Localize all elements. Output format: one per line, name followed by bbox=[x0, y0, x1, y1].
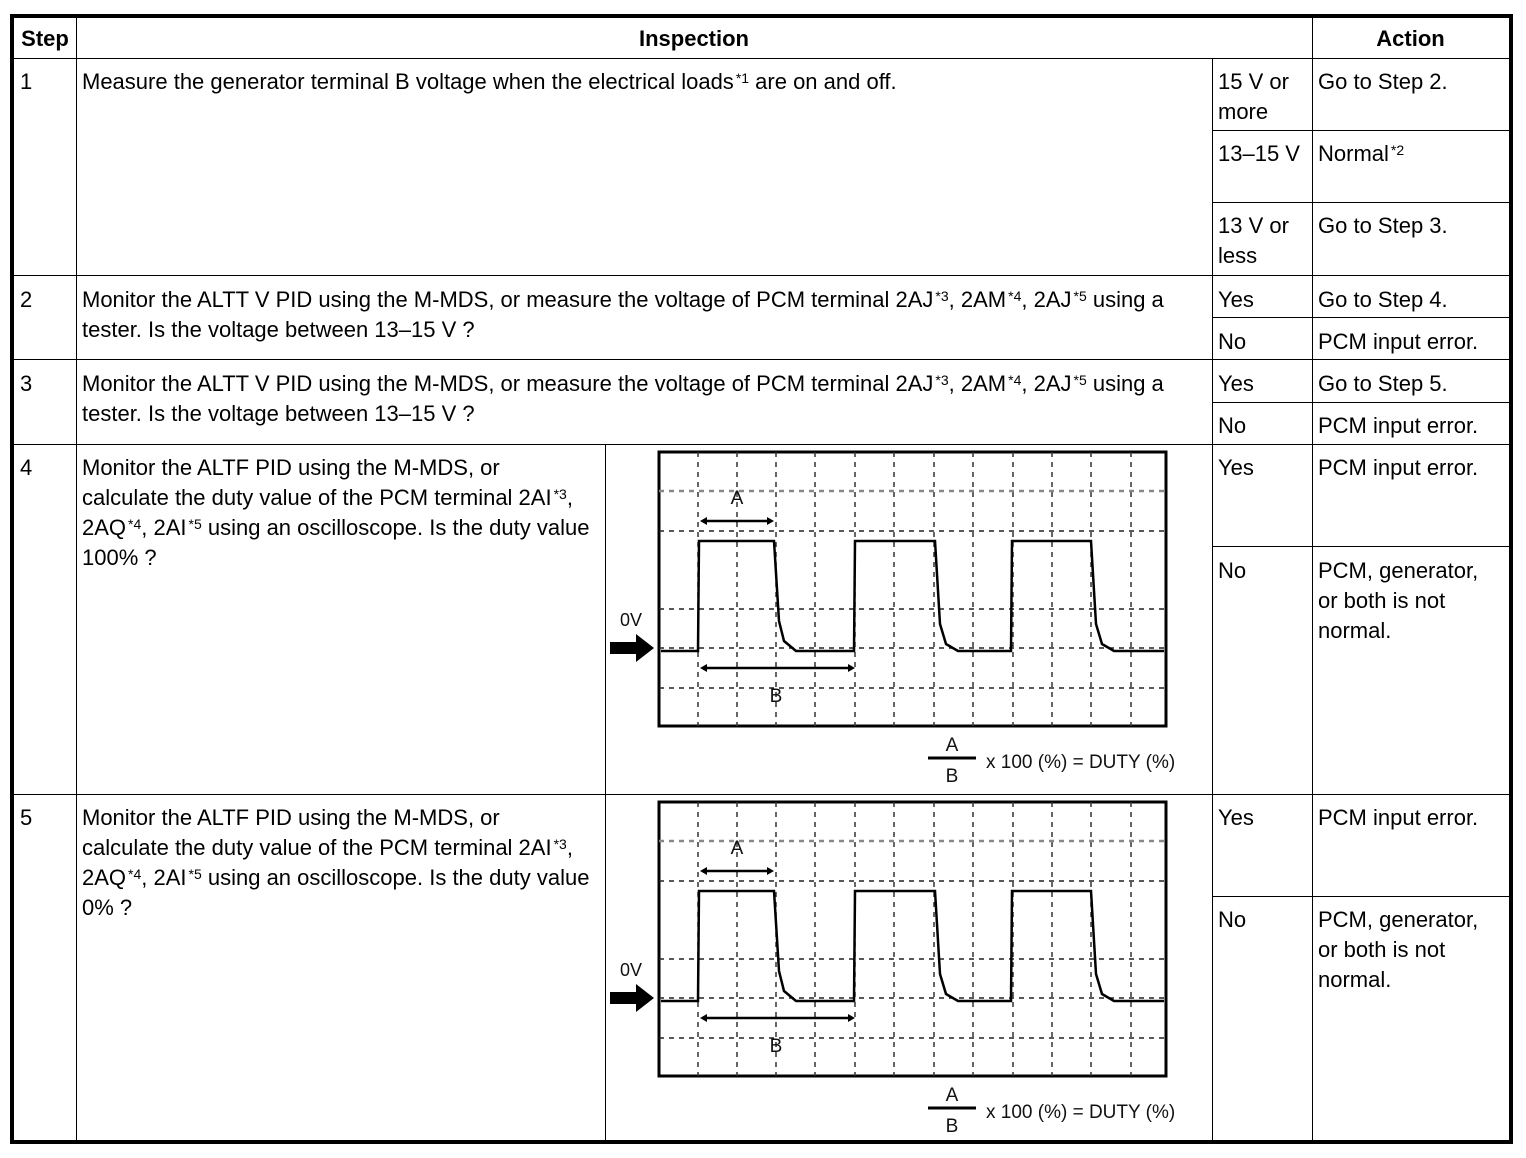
inspection-text-part: , 2AM bbox=[948, 371, 1007, 396]
inspection-text-part: , 2AQ bbox=[82, 835, 573, 890]
action bbox=[1312, 134, 1509, 174]
footnote-ref: *3 bbox=[553, 836, 567, 852]
footnote-ref: *4 bbox=[128, 866, 142, 882]
condition: 13 V or less bbox=[1218, 213, 1289, 268]
inspection-text-part: Monitor the ALTF PID using the M-MDS, or calculate the duty value of the PCM terminal 2AI bbox=[82, 455, 552, 510]
inspection-text-part: , 2AQ bbox=[82, 485, 573, 540]
zero-volt-label: 0V bbox=[619, 960, 643, 980]
divider bbox=[1212, 896, 1509, 897]
step-number: 3 bbox=[20, 371, 33, 396]
footnote-ref: *5 bbox=[188, 866, 202, 882]
footnote-ref: *5 bbox=[1073, 288, 1087, 304]
footnote-ref: *5 bbox=[188, 516, 202, 532]
action: PCM input error. bbox=[1318, 455, 1479, 480]
oscilloscope-figure bbox=[606, 796, 1212, 1142]
oscilloscope-svg bbox=[606, 446, 1212, 792]
inspection-text bbox=[76, 798, 596, 928]
formula-numerator: A bbox=[945, 735, 959, 756]
inspection-text-part: using a tester. Is the voltage between 13–15 V ? bbox=[82, 371, 1164, 426]
condition: No bbox=[1218, 907, 1247, 932]
divider bbox=[76, 18, 77, 1140]
zero-volt-label: 0V bbox=[619, 610, 643, 630]
inspection-text bbox=[76, 448, 596, 578]
action: Go to Step 5. bbox=[1318, 371, 1448, 396]
inspection-text-part: Monitor the ALTT V PID using the M-MDS, or measure the voltage of PCM terminal 2AJ bbox=[82, 287, 934, 312]
inspection-text-part: using an oscilloscope. Is the duty value 0% ? bbox=[82, 865, 590, 920]
formula-text: x 100 (%) = DUTY (%) bbox=[986, 1102, 1176, 1123]
inspection-text-main: Measure the generator terminal B voltage when the electrical loads bbox=[82, 69, 734, 94]
inspection-text-part: using an oscilloscope. Is the duty value 100% ? bbox=[82, 515, 590, 570]
formula-numerator: A bbox=[945, 1085, 959, 1106]
step-number: 4 bbox=[20, 455, 33, 480]
formula-denominator: B bbox=[945, 1116, 959, 1137]
condition: No bbox=[1218, 329, 1247, 354]
step-number: 5 bbox=[20, 805, 33, 830]
condition: Yes bbox=[1218, 371, 1254, 396]
footnote-ref: *3 bbox=[553, 486, 567, 502]
footnote-ref: *2 bbox=[1390, 142, 1405, 158]
footnote-ref: *5 bbox=[1073, 372, 1087, 388]
oscilloscope-svg bbox=[606, 796, 1212, 1142]
footnote-ref: *3 bbox=[935, 372, 949, 388]
dimension-b-label: B bbox=[769, 686, 783, 707]
header-inspection: Inspection bbox=[638, 26, 749, 51]
action: PCM input error. bbox=[1318, 413, 1479, 438]
footnote-ref: *4 bbox=[128, 516, 142, 532]
condition: 13–15 V bbox=[1218, 141, 1300, 166]
dimension-a-label: A bbox=[730, 488, 744, 509]
inspection-text-part: , 2AM bbox=[948, 287, 1007, 312]
condition: 15 V or more bbox=[1218, 69, 1289, 124]
inspection-text-part: , 2AI bbox=[141, 865, 187, 890]
zero-volt-arrow-icon bbox=[610, 984, 654, 1012]
action: PCM input error. bbox=[1318, 329, 1479, 354]
divider bbox=[1212, 546, 1509, 547]
inspection-text-part: Monitor the ALTF PID using the M-MDS, or calculate the duty value of the PCM terminal 2AI bbox=[82, 805, 552, 860]
inspection-text-part: using a tester. Is the voltage between 13–15 V ? bbox=[82, 287, 1164, 342]
condition: Yes bbox=[1218, 287, 1254, 312]
inspection-text bbox=[76, 364, 1212, 434]
action-text: Normal bbox=[1318, 141, 1389, 166]
formula-denominator: B bbox=[945, 766, 959, 787]
inspection-text-part: Monitor the ALTT V PID using the M-MDS, or measure the voltage of PCM terminal 2AJ bbox=[82, 371, 934, 396]
divider bbox=[1212, 202, 1509, 203]
zero-volt-arrow-icon bbox=[610, 634, 654, 662]
inspection-text bbox=[76, 280, 1212, 350]
step-number: 1 bbox=[20, 69, 33, 94]
divider bbox=[14, 794, 1509, 795]
action: PCM input error. bbox=[1318, 805, 1479, 830]
action: PCM, generator, or both is not normal. bbox=[1318, 907, 1479, 992]
action: Go to Step 2. bbox=[1318, 69, 1448, 94]
condition: No bbox=[1218, 413, 1247, 438]
inspection-text bbox=[76, 62, 1212, 102]
dimension-a-label: A bbox=[730, 838, 744, 859]
condition: Yes bbox=[1218, 805, 1254, 830]
footnote-ref: *3 bbox=[935, 288, 949, 304]
oscilloscope-figure bbox=[606, 446, 1212, 792]
action: Go to Step 4. bbox=[1318, 287, 1448, 312]
footnote-ref: *1 bbox=[735, 70, 750, 86]
header-step: Step bbox=[21, 26, 69, 51]
step-number: 2 bbox=[20, 287, 33, 312]
formula-text: x 100 (%) = DUTY (%) bbox=[986, 752, 1176, 773]
condition: Yes bbox=[1218, 455, 1254, 480]
footnote-ref: *4 bbox=[1008, 288, 1022, 304]
action: PCM, generator, or both is not normal. bbox=[1318, 558, 1479, 643]
inspection-text-part: , 2AJ bbox=[1021, 287, 1072, 312]
condition: No bbox=[1218, 558, 1247, 583]
footnote-ref: *4 bbox=[1008, 372, 1022, 388]
inspection-text-part: , 2AJ bbox=[1021, 371, 1072, 396]
divider bbox=[14, 58, 1509, 59]
inspection-text-part: , 2AI bbox=[141, 515, 187, 540]
action: Go to Step 3. bbox=[1318, 213, 1448, 238]
inspection-text-tail: are on and off. bbox=[749, 69, 897, 94]
dimension-b-label: B bbox=[769, 1036, 783, 1057]
header-action: Action bbox=[1376, 26, 1445, 51]
